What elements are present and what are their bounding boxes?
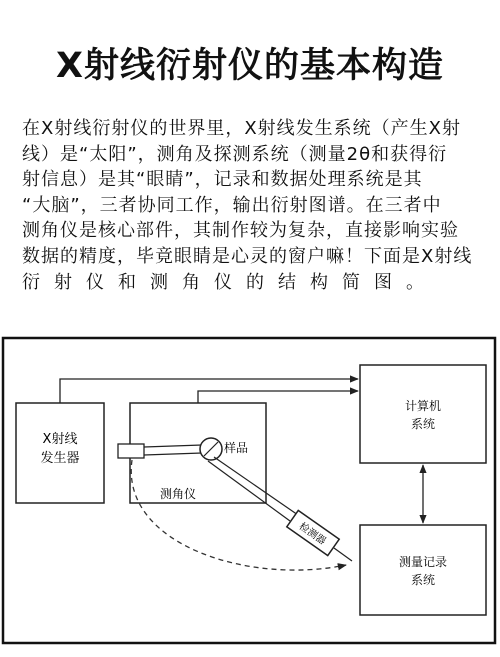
recorder-label-1: 测量记录 — [398, 555, 448, 569]
recorder-label-2: 系统 — [410, 573, 436, 587]
page-title: X射线衍射仪的基本构造 — [56, 46, 444, 86]
intro-paragraph — [22, 116, 482, 295]
paragraph-line: 衍射仪和测角仪的结构简图。 — [22, 271, 438, 293]
goniometer-label: 测角仪 — [159, 487, 197, 501]
paragraph-line: 测角仪是核心部件，其制作较为复杂，直接影响实验 — [22, 220, 459, 242]
paragraph-line: 线）是“太阳”，测角及探测系统（测量2θ和获得衍 — [22, 143, 448, 165]
paragraph-line: 在X射线衍射仪的世界里，X射线发生系统（产生X射 — [22, 118, 461, 139]
diffractometer-diagram — [0, 335, 500, 653]
sample-label: 样品 — [223, 441, 249, 455]
goniometer-computer-arrow — [198, 391, 358, 403]
computer-system-box — [360, 365, 486, 463]
diagram-svg — [0, 335, 500, 653]
computer-label-2: 系统 — [410, 417, 436, 431]
paragraph-line: 射信息）是其“眼睛”，记录和数据处理系统是其 — [22, 169, 423, 191]
paragraph-line: “大脑”，三者协同工作，输出衍射图谱。在三者中 — [22, 194, 442, 216]
detector-signal-line — [334, 548, 352, 561]
recorder-system-box — [360, 525, 486, 615]
detector-label: 检测器 — [296, 521, 328, 548]
xray-generator-label-1: X射线 — [42, 432, 78, 447]
paragraph-line: 数据的精度，毕竟眼睛是心灵的窗户嘛！下面是X射线 — [22, 245, 473, 267]
detector-box — [287, 510, 339, 555]
xray-generator-label-2: 发生器 — [40, 451, 80, 466]
collimator — [118, 444, 144, 458]
computer-label-1: 计算机 — [404, 399, 442, 413]
